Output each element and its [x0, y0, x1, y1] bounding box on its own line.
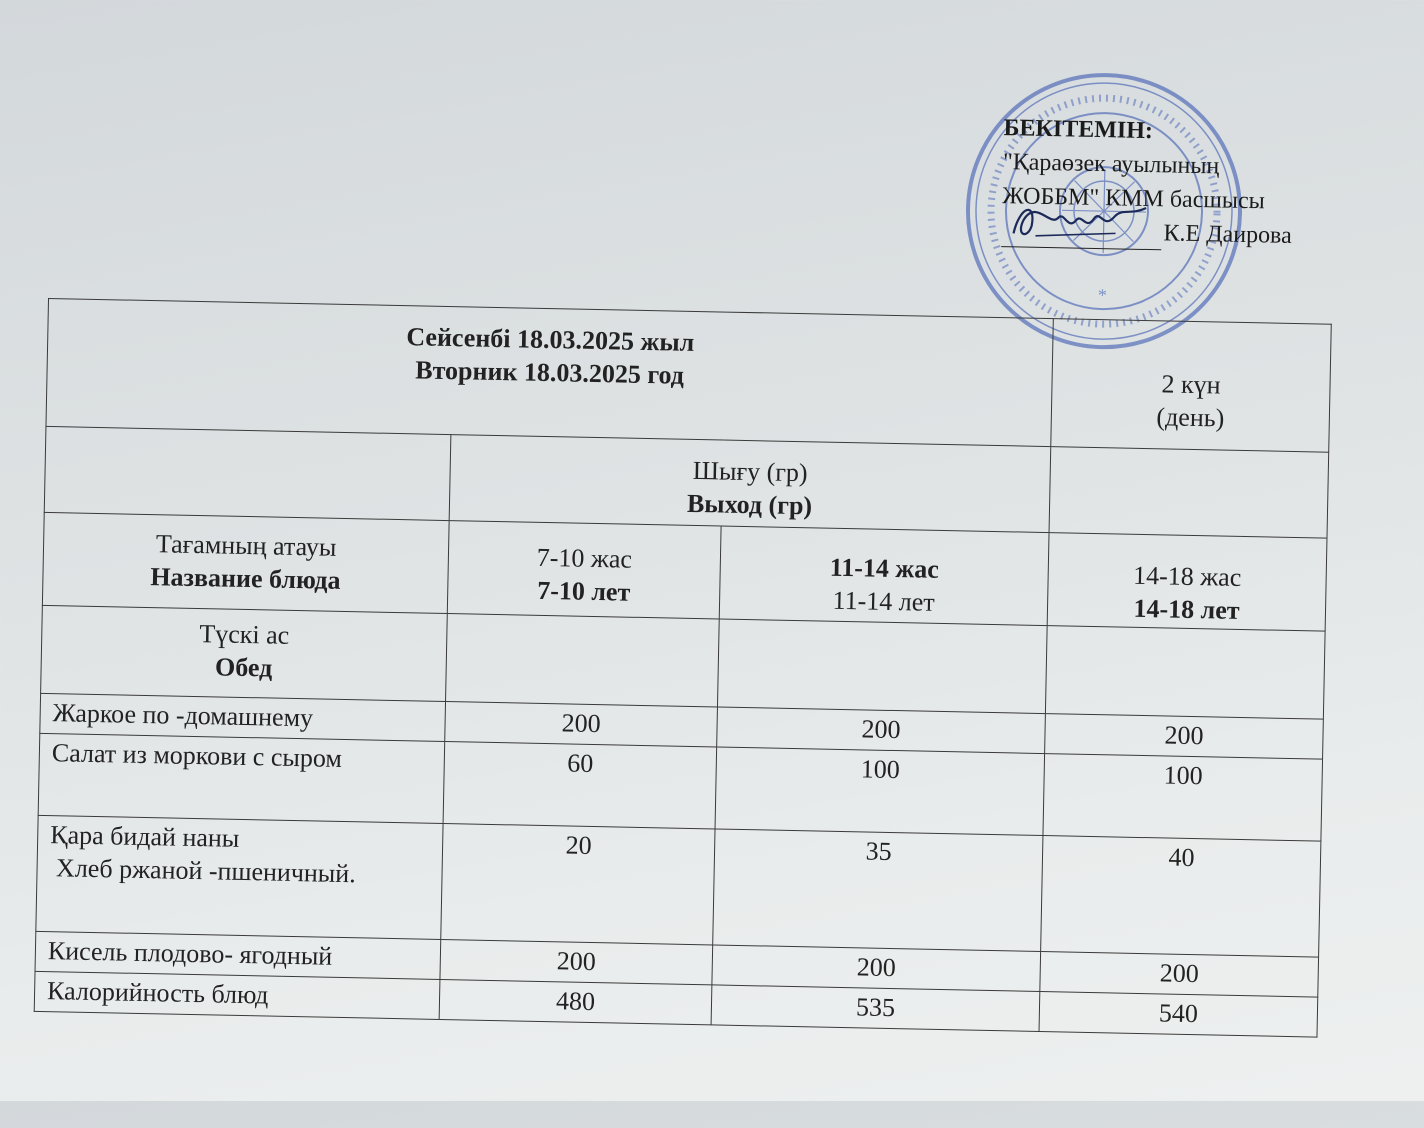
dish-name: Жаркое по -домашнему	[40, 693, 446, 741]
age-11-14-header	[719, 526, 1049, 626]
signature-icon	[1005, 195, 1156, 248]
value-11-14: 35	[713, 829, 1043, 952]
date-ru: Вторник 18.03.2025 год	[415, 355, 685, 390]
value-7-10: 20	[441, 823, 715, 944]
day-ru: (день)	[1156, 402, 1225, 433]
value-11-14: 200	[717, 707, 1046, 754]
meal-cell	[41, 605, 448, 701]
dish-header-ru: Название блюда	[150, 562, 341, 595]
value-11-14: 200	[712, 945, 1041, 992]
date-kz: Сейсенбі 18.03.2025 жыл	[406, 322, 695, 357]
age2-ru: 11-14 лет	[832, 585, 935, 617]
meal-ru: Обед	[214, 652, 273, 683]
day-kz: 2 күн	[1161, 369, 1221, 400]
approval-block	[1001, 111, 1384, 255]
value-7-10: 200	[440, 939, 713, 984]
svg-text:*: *	[1097, 285, 1108, 306]
table-title-row	[46, 298, 1331, 452]
approval-title: БЕКІТЕМІН:	[1003, 115, 1154, 145]
dish-header-kz: Тағамның атауы	[155, 529, 337, 562]
day-cell	[1051, 319, 1332, 453]
dish-name-cell	[36, 815, 443, 939]
age3-kz: 14-18 жас	[1132, 560, 1242, 592]
approval-org-line1: "Қараөзек ауылының	[1002, 149, 1220, 180]
value-7-10: 60	[443, 742, 717, 829]
dish-name-ru: Хлеб ржаной -пшеничный.	[49, 853, 357, 889]
dish-name-kz: Қара бидай наны	[49, 820, 240, 853]
dish-name: Салат из моркови с сыром	[38, 733, 445, 823]
value-14-18: 540	[1039, 992, 1318, 1038]
value-11-14: 535	[711, 985, 1040, 1032]
value-14-18: 100	[1043, 754, 1323, 842]
value-14-18: 200	[1040, 952, 1319, 998]
age-7-10-header	[447, 521, 721, 619]
age1-kz: 7-10 жас	[536, 542, 633, 574]
empty-cell	[717, 619, 1047, 714]
empty-cell	[44, 426, 451, 520]
approval-org-line2: ЖОББМ" КММ басшысы	[1002, 183, 1266, 215]
output-kz: Шығу (гр)	[692, 455, 808, 488]
meal-kz: Түскі ас	[199, 619, 290, 650]
value-14-18: 40	[1041, 836, 1321, 958]
output-header-cell	[449, 435, 1051, 533]
date-cell	[46, 298, 1053, 446]
empty-cell	[1049, 447, 1329, 539]
dish-header-cell	[42, 512, 449, 613]
empty-cell	[1045, 626, 1325, 720]
value-7-10: 200	[445, 702, 718, 747]
age3-ru: 14-18 лет	[1133, 593, 1240, 625]
value-7-10: 480	[439, 979, 712, 1024]
dish-name: Кисель плодово- ягодный	[35, 931, 441, 979]
output-ru: Выход (гр)	[686, 488, 813, 521]
age-14-18-header	[1047, 533, 1327, 632]
age2-kz: 11-14 жас	[829, 552, 940, 584]
dish-name: Калорийность блюд	[34, 971, 440, 1019]
value-11-14: 100	[715, 747, 1045, 836]
age1-ru: 7-10 лет	[536, 575, 631, 607]
value-14-18: 200	[1045, 714, 1324, 760]
empty-cell	[446, 614, 720, 707]
menu-table	[34, 298, 1332, 1038]
signer-name: К.Е Даирова	[1163, 220, 1293, 249]
